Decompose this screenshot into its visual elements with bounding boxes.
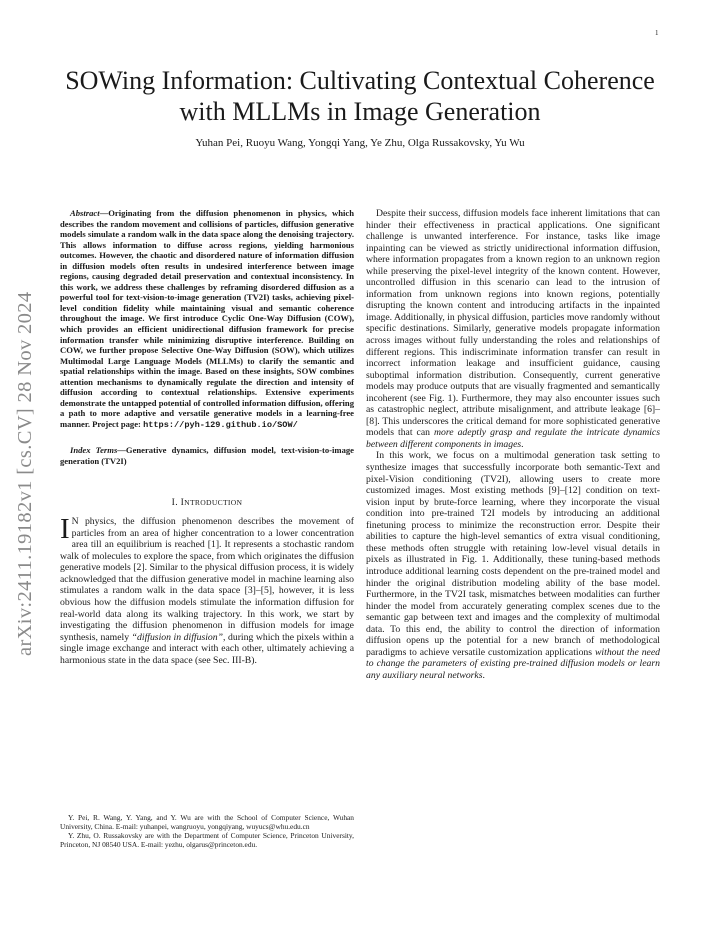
author-list: Yuhan Pei, Ruoyu Wang, Yongqi Yang, Ye Zhu, Olga Russakovsky, Yu Wu (195, 137, 525, 149)
intro-p3-end: . (482, 669, 485, 681)
index-terms (60, 445, 354, 466)
drop-cap: I (60, 513, 70, 546)
footnote-affiliation-whu: Y. Pei, R. Wang, Y. Yang, and Y. Wu are with the School of Computer Science, Wuhan University, China. E-mail: yuhanpei, wangruoyu, yongqiyang, wuyucs@whu.edu.cn (60, 813, 354, 831)
intro-paragraph-2 (366, 208, 660, 450)
project-page-link[interactable]: https://pyh-129.github.io/SOW/ (143, 419, 298, 430)
section-heading-introduction: I. INTRODUCTION (171, 496, 243, 508)
left-column (60, 208, 354, 666)
intro-p1-italic: “diffusion in diffusion” (131, 631, 223, 643)
intro-p2-italic: more adeptly grasp and regulate the intricate dynamics between different components in images (366, 427, 660, 450)
intro-paragraph-1 (60, 513, 354, 666)
intro-p1-text: N physics, the diffusion phenomenon describes the movement of particles from an area of higher concentration to a lower concentration area till an equilibrium is reached [1]. It represents a stochastic random walk of molecules to explore the space, from which originates the diffusion generative models [2]. Similar to the physical diffusion process, it is widely acknowledged that the diffusion generative model in machine learning also stimulates a random walk in the data space [3]–[5], however, it is less obvious how the diffusion models stimulate the information diffusion for real-world data along its walking trajectory. In this work, we start by investigating the diffusion phenomenon in diffusion models for image synthesis, namely (60, 516, 354, 643)
right-column (366, 208, 660, 681)
index-terms-text: —Generative dynamics, diffusion model, text-vision-to-image generation (TV2I) (60, 445, 354, 467)
abstract (60, 208, 354, 430)
abstract-text: —Originating from the diffusion phenomenon in physics, which describes the random movement and collisions of particles, diffusion generative models simulate a random walk in the data space along the denoising trajectory. This allows information to diffuse across regions, yielding harmonious outcomes. However, the chaotic and disordered nature of information diffusion in diffusion models often results in undesired interference between image regions, causing degraded detail preservation and contextual inconsistency. In this work, we address these challenges by reframing disordered diffusion as a powerful tool for text-vision-to-image generation (TV2I) tasks, achieving pixel-level condition fidelity while maintaining visual and semantic coherence throughout the image. We first introduce Cyclic One-Way Diffusion (COW), which provides an efficient unidirectional diffusion framework for precise information transfer while minimizing disruptive interference. Building on COW, we further propose Selective One-Way Diffusion (SOW), which utilizes Multimodal Large Language Models (MLLMs) to clarify the semantic and spatial relationships within the image. Based on these insights, SOW combines attention mechanisms to dynamically regulate the direction and intensity of diffusion according to contextual relationships. Extensive experiments demonstrate the untapped potential of controlled information diffusion, offering a path to more adaptive and versatile generative models in a learning-free manner. Project page: (60, 208, 354, 429)
intro-p2-text: Despite their success, diffusion models face inherent limitations that can hinder their effectiveness in practical applications. One significant challenge is unwanted interference. For instance, tasks like image inpainting can be viewed as strictly unidirectional information diffusion, where information propagates from a known region to an unknown region while preserving the pixel-level integrity of the known content. However, uncontrolled diffusion in this scenario can lead to the intrusion of information from unknown regions into known regions, potentially disrupting the known content and introducing artifacts in the inpainted image. Additionally, in physical diffusion, particles move randomly without specific destinations. Similarly, generative models propagate information across images without fully understanding the roles and relationships of different regions. This indiscriminate information transfer can result in incorrect information leakage and insufficient guidance, causing suboptimal information distribution. Consequently, current generative models may produce outputs that are visually fragmented and semantically incoherent (see Fig. 1). Furthermore, they may also encounter issues such as catastrophic neglect, attribute misalignment, and attribute leakage [6]–[8]. This underscores the critical demand for more sophisticated generative models that can (366, 208, 660, 439)
footnote-affiliation-princeton: Y. Zhu, O. Russakovsky are with the Department of Computer Science, Princeton University, Princeton, NJ 08540 USA. E-mail: yezhu, olgarus@princeton.edu. (60, 830, 354, 849)
index-terms-label: Index Terms (70, 445, 118, 456)
intro-paragraph-3 (366, 450, 660, 681)
abstract-label: Abstract (70, 208, 100, 218)
arxiv-identifier[interactable]: arXiv:2411.19182v1 [cs.CV] 28 Nov 2024 (14, 291, 36, 656)
intro-p2-end: . (521, 438, 524, 450)
page-number: 1 (655, 29, 659, 37)
intro-p3-text: In this work, we focus on a multimodal generation task setting to synthesize images that successfully incorporate both semantic-Text and pixel-Vision conditioning (TV2I), allowing users to create more customized images. Most existing methods [9]–[12] condition on text-vision input by brute-force learning, where they incorporate the visual condition into pre-trained T2I models by introducing an additional finetuning process to minimize the reconstruction error. Despite their abilities to capture the high-level semantics of extra visual conditioning, these methods often struggle with retaining low-level visual details in pixels as illustrated in Fig. 1. Additionally, these tuning-based methods introduce additional learning costs dependent on the pre-trained model and hinder the original distribution modeling ability of the base model. Furthermore, in the TV2I task, mismatches between modalities can further hinder the model from accurately generating complex scenes due to the semantic gap between text and images and the complexity of multimodal data. To this end, the ability to control the direction of information diffusion opens up the potential for a new branch of methodological paradigms to achieve versatile customization applications (366, 450, 660, 658)
footnotes (60, 814, 354, 850)
paper-title: SOWing Information: Cultivating Contextual Coherence with MLLMs in Image Generation (65, 66, 655, 126)
intro-p3-italic: without the need to change the parameters of existing pre-trained diffusion models or learn any auxiliary neural networks (366, 646, 660, 681)
intro-p1-end: , during which the pixels within a single image exchange and interact with each other, ultimately achieving a harmonious state in the data space (see Sec. III-B). (60, 631, 354, 666)
